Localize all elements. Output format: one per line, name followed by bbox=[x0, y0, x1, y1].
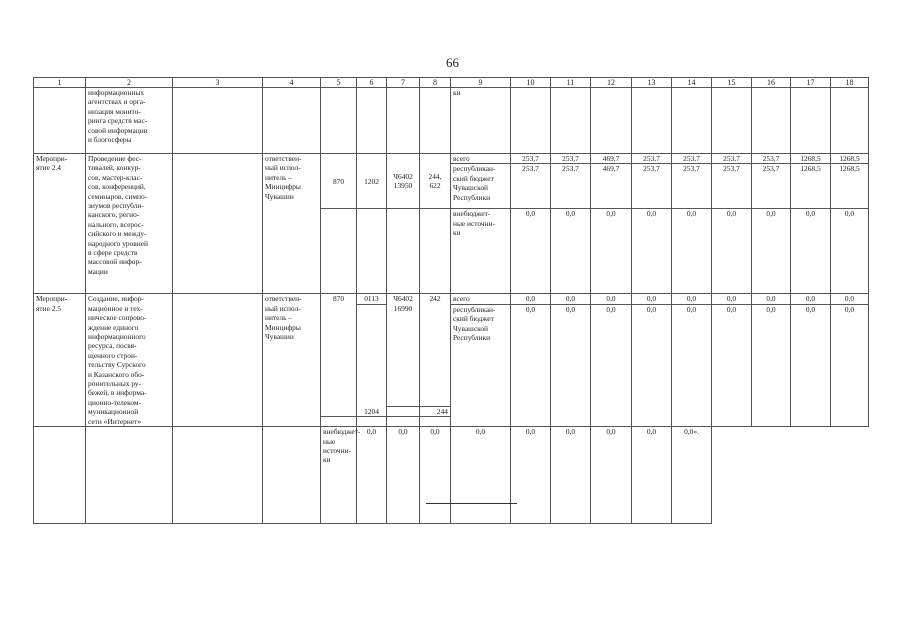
expense-type-code: 244, 622 bbox=[420, 154, 451, 209]
activity-description: Проведение фес- тивалей, конкур- сов, мастер-клас- сов, конференций, семинаров, симпо- зиумов республи- канского, регио- нального, всерос- сийского и между- народного уровней в сфере средств массовой инфор- мации bbox=[86, 154, 173, 294]
value-cell: 0,0 bbox=[672, 304, 712, 426]
value-cell: 0,0 bbox=[551, 304, 591, 426]
value-cell: 1268,5 bbox=[831, 164, 869, 209]
value-cell: 0,0 bbox=[632, 209, 672, 294]
value-cell: 0,0 bbox=[511, 294, 551, 304]
funding-source: всего bbox=[451, 294, 511, 304]
value-cell: 1268,5 bbox=[791, 154, 831, 164]
col-num: 15 bbox=[712, 78, 752, 88]
value-cell: 253,7 bbox=[712, 164, 752, 209]
value-cell: 0,0 bbox=[511, 427, 551, 524]
budget-table bbox=[33, 77, 869, 524]
col-num: 5 bbox=[321, 78, 357, 88]
funding-source: ки bbox=[451, 88, 511, 154]
value-cell: 0,0». bbox=[672, 427, 712, 524]
column-number-row bbox=[34, 78, 869, 88]
activity-description: Создание, инфор- мационное и тех- ническое сопрово- ждение единого информационного ресурса, посвя- щенного строи- тельству Сурского и Казанского обо- ронительных ру- бежей, в информа- ционно-телеком- муникационной сети «Интернет» bbox=[86, 294, 173, 427]
table-row bbox=[34, 294, 869, 304]
col-num: 13 bbox=[632, 78, 672, 88]
value-cell: 253,7 bbox=[752, 154, 791, 164]
col-num: 3 bbox=[173, 78, 263, 88]
value-cell: 0,0 bbox=[712, 304, 752, 426]
executor: ответствен- ный испол- нитель – Минцифры Чувашии bbox=[263, 294, 321, 427]
value-cell: 0,0 bbox=[712, 294, 752, 304]
col-num: 1 bbox=[34, 78, 86, 88]
value-cell: 253,7 bbox=[551, 154, 591, 164]
value-cell: 253,7 bbox=[511, 164, 551, 209]
value-cell: 0,0 bbox=[672, 294, 712, 304]
grbs-code: 870 bbox=[321, 294, 357, 417]
value-cell: 0,0 bbox=[591, 294, 632, 304]
col-num: 2 bbox=[86, 78, 173, 88]
value-cell: 0,0 bbox=[511, 304, 551, 426]
col-num: 12 bbox=[591, 78, 632, 88]
value-cell: 253,7 bbox=[672, 154, 712, 164]
activity-id: Меропри- ятие 2.5 bbox=[34, 294, 86, 427]
value-cell: 0,0 bbox=[357, 427, 387, 524]
value-cell: 1268,5 bbox=[831, 154, 869, 164]
activity-description: информационных агентствах и орга- низация монито- ринга средств мас- совой информации и блогосферы bbox=[86, 88, 173, 154]
value-cell: 253,7 bbox=[551, 164, 591, 209]
value-cell: 0,0 bbox=[831, 304, 869, 426]
funding-source: внебюджет- ные источни- ки bbox=[451, 209, 511, 294]
col-num: 10 bbox=[511, 78, 551, 88]
section-code: 0113 bbox=[357, 294, 387, 304]
value-cell: 0,0 bbox=[672, 209, 712, 294]
value-cell: 469,7 bbox=[591, 164, 632, 209]
value-cell: 0,0 bbox=[451, 427, 511, 524]
value-cell: 0,0 bbox=[591, 209, 632, 294]
expense-type-code: 244 bbox=[420, 406, 451, 416]
value-cell: 253,7 bbox=[672, 164, 712, 209]
value-cell: 0,0 bbox=[511, 209, 551, 294]
value-cell: 253,7 bbox=[752, 164, 791, 209]
value-cell: 253,7 bbox=[712, 154, 752, 164]
funding-source: республикан- ский бюджет Чувашской Республики bbox=[451, 164, 511, 209]
table-row bbox=[34, 427, 869, 524]
col-num: 11 bbox=[551, 78, 591, 88]
col-num: 14 bbox=[672, 78, 712, 88]
funding-source: внебюджет- ные источни- ки bbox=[321, 427, 357, 524]
value-cell: 253,7 bbox=[632, 154, 672, 164]
col-num: 18 bbox=[831, 78, 869, 88]
col-num: 9 bbox=[451, 78, 511, 88]
value-cell: 0,0 bbox=[791, 304, 831, 426]
value-cell: 469,7 bbox=[591, 154, 632, 164]
value-cell: 0,0 bbox=[632, 304, 672, 426]
value-cell: 0,0 bbox=[632, 294, 672, 304]
value-cell: 0,0 bbox=[712, 209, 752, 294]
col-num: 8 bbox=[420, 78, 451, 88]
section-code: 1204 bbox=[357, 304, 387, 416]
value-cell: 0,0 bbox=[791, 294, 831, 304]
footer-rule bbox=[426, 503, 517, 504]
value-cell: 0,0 bbox=[420, 427, 451, 524]
executor: ответствен- ный испол- нитель – Минцифры Чувашии bbox=[263, 154, 321, 294]
col-num: 7 bbox=[387, 78, 420, 88]
table-row bbox=[34, 154, 869, 164]
value-cell: 0,0 bbox=[752, 209, 791, 294]
value-cell: 253,7 bbox=[511, 154, 551, 164]
continuation-row bbox=[34, 88, 869, 154]
funding-source: всего bbox=[451, 154, 511, 164]
value-cell: 0,0 bbox=[551, 294, 591, 304]
value-cell: 0,0 bbox=[831, 294, 869, 304]
value-cell: 0,0 bbox=[591, 304, 632, 426]
value-cell: 0,0 bbox=[551, 427, 591, 524]
col-num: 16 bbox=[752, 78, 791, 88]
value-cell: 0,0 bbox=[551, 209, 591, 294]
value-cell: 0,0 bbox=[831, 209, 869, 294]
target-article-code: Ч6402 16990 bbox=[387, 294, 420, 406]
value-cell: 0,0 bbox=[387, 427, 420, 524]
col-num: 6 bbox=[357, 78, 387, 88]
value-cell: 253,7 bbox=[632, 164, 672, 209]
col-num: 4 bbox=[263, 78, 321, 88]
col-num: 17 bbox=[791, 78, 831, 88]
expense-type-code: 242 bbox=[420, 294, 451, 406]
value-cell: 0,0 bbox=[752, 294, 791, 304]
page-number: 66 bbox=[446, 55, 459, 70]
value-cell: 0,0 bbox=[632, 427, 672, 524]
section-code: 1202 bbox=[357, 154, 387, 209]
value-cell: 0,0 bbox=[791, 209, 831, 294]
value-cell: 0,0 bbox=[591, 427, 632, 524]
target-article-code: Ч6402 13950 bbox=[387, 154, 420, 209]
funding-source: республикан- ский бюджет Чувашской Республики bbox=[451, 304, 511, 426]
value-cell: 1268,5 bbox=[791, 164, 831, 209]
grbs-code: 870 bbox=[321, 154, 357, 209]
activity-id: Меропри- ятие 2.4 bbox=[34, 154, 86, 294]
value-cell: 0,0 bbox=[752, 304, 791, 426]
